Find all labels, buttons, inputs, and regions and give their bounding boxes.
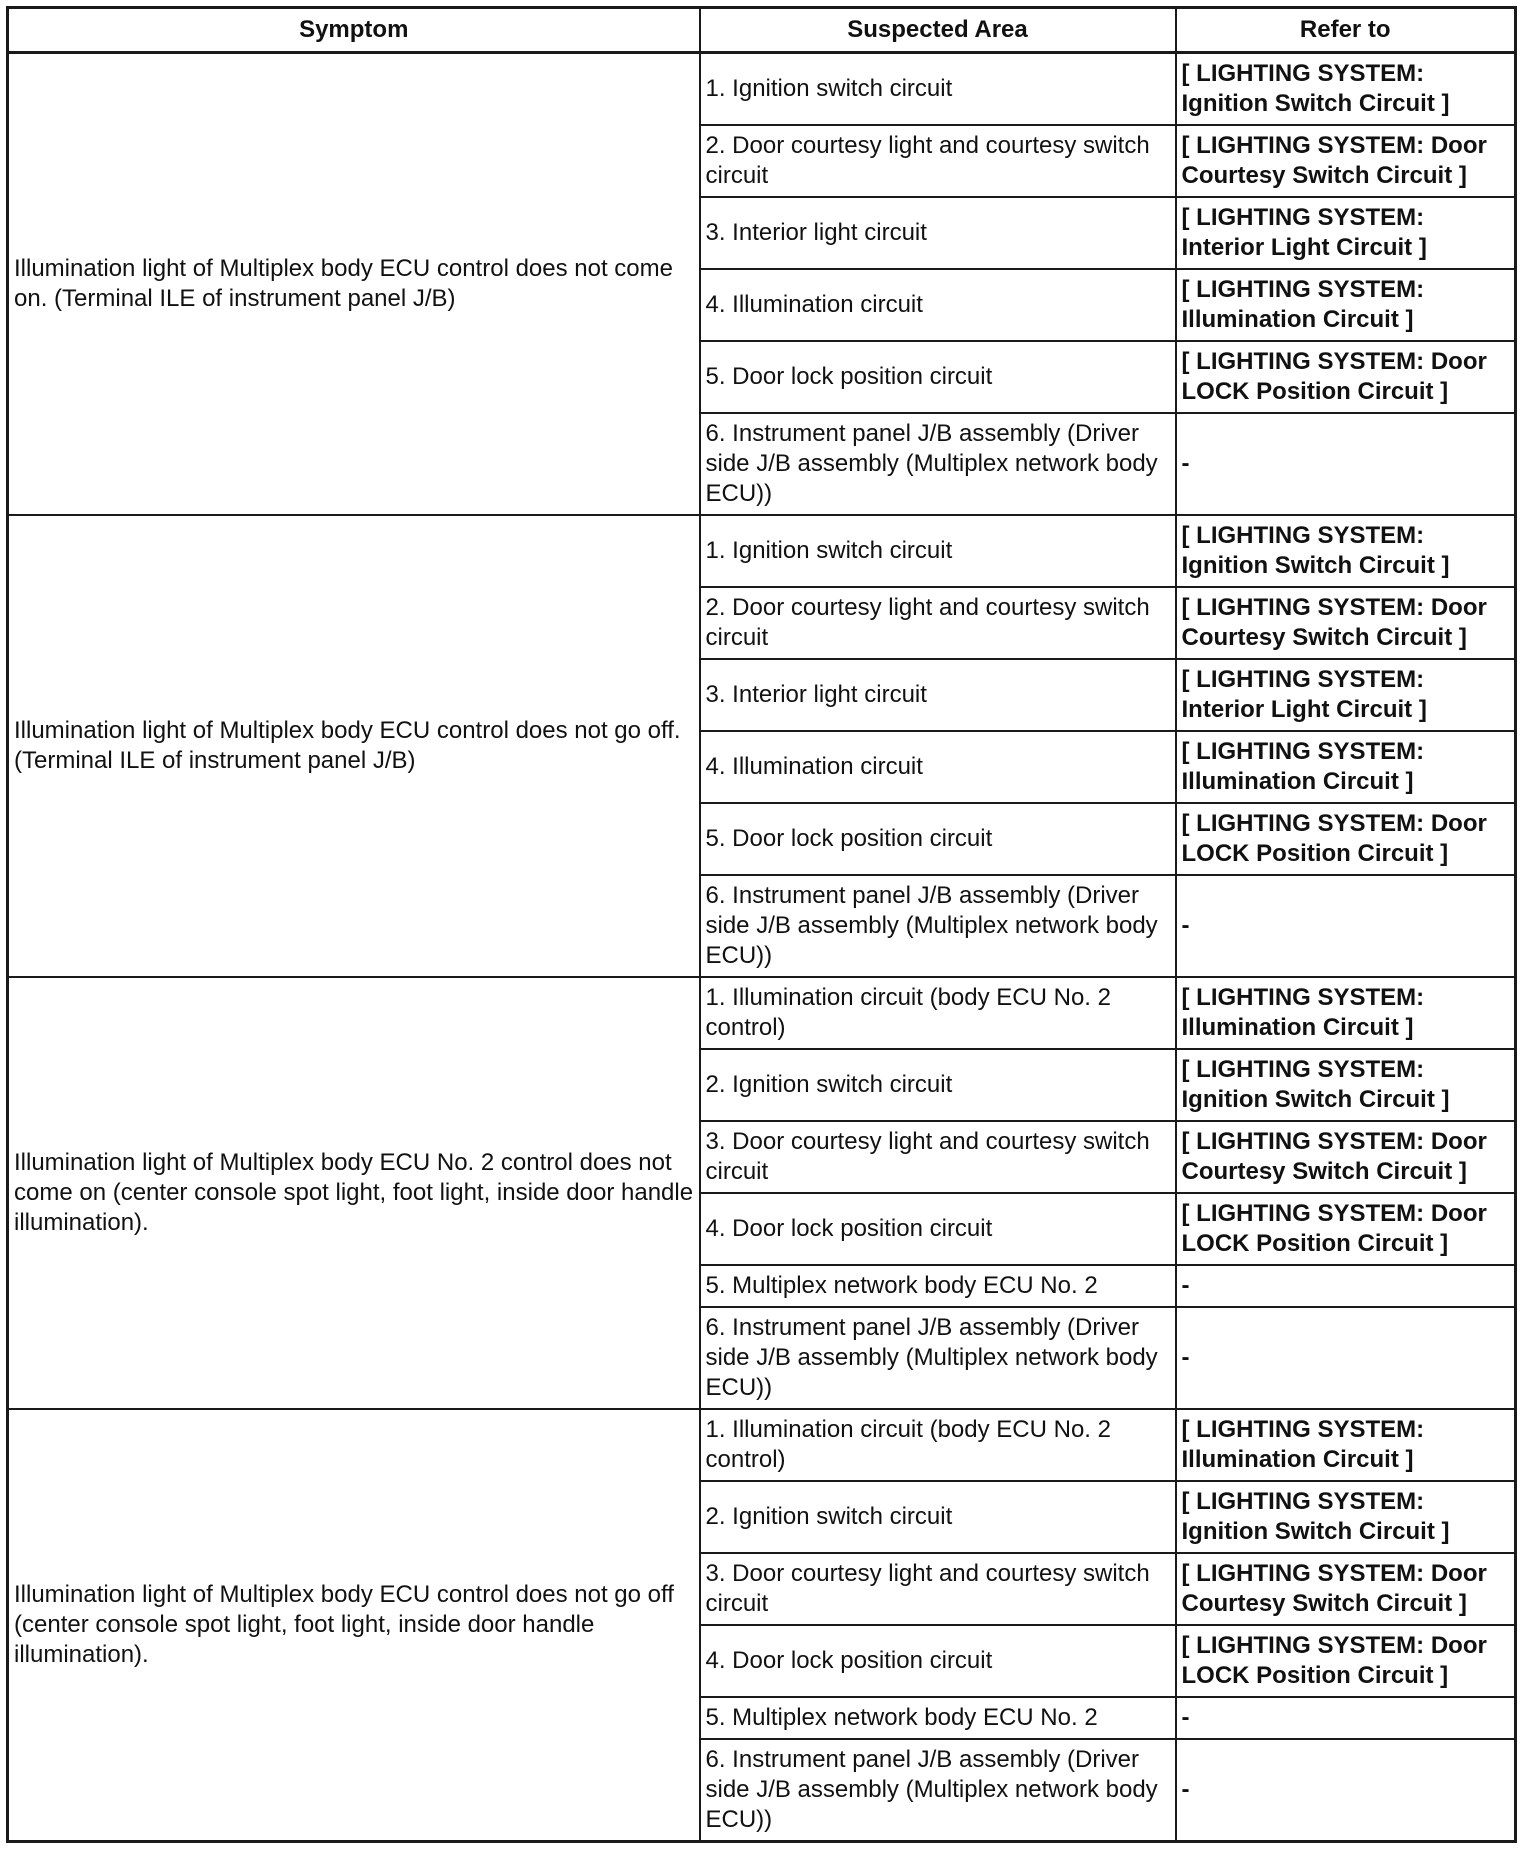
suspected-area-cell: 2. Door courtesy light and courtesy switch circuit [700, 125, 1176, 197]
table-row [8, 1409, 1516, 1481]
suspected-area-cell: 6. Instrument panel J/B assembly (Driver side J/B assembly (Multiplex network body ECU)) [700, 1739, 1176, 1842]
suspected-area-cell: 3. Door courtesy light and courtesy switch circuit [700, 1121, 1176, 1193]
suspected-area-cell: 4. Illumination circuit [700, 731, 1176, 803]
suspected-area-cell: 2. Door courtesy light and courtesy switch circuit [700, 587, 1176, 659]
refer-to-cell: [ LIGHTING SYSTEM: Ignition Switch Circuit ] [1176, 1481, 1516, 1553]
suspected-area-cell: 1. Ignition switch circuit [700, 53, 1176, 126]
refer-to-cell: - [1176, 1307, 1516, 1409]
refer-to-cell: [ LIGHTING SYSTEM: Illumination Circuit ] [1176, 731, 1516, 803]
refer-to-cell: [ LIGHTING SYSTEM: Illumination Circuit ] [1176, 269, 1516, 341]
refer-to-cell: [ LIGHTING SYSTEM: Illumination Circuit ] [1176, 1409, 1516, 1481]
suspected-area-cell: 6. Instrument panel J/B assembly (Driver side J/B assembly (Multiplex network body ECU)) [700, 875, 1176, 977]
refer-to-cell: [ LIGHTING SYSTEM: Interior Light Circuit ] [1176, 197, 1516, 269]
suspected-area-cell: 5. Multiplex network body ECU No. 2 [700, 1697, 1176, 1739]
refer-to-cell: - [1176, 1265, 1516, 1307]
refer-to-cell: [ LIGHTING SYSTEM: Door LOCK Position Circuit ] [1176, 341, 1516, 413]
table-row [8, 977, 1516, 1049]
suspected-area-cell: 2. Ignition switch circuit [700, 1049, 1176, 1121]
suspected-area-cell: 6. Instrument panel J/B assembly (Driver side J/B assembly (Multiplex network body ECU)) [700, 1307, 1176, 1409]
refer-to-cell: - [1176, 413, 1516, 515]
symptom-cell: Illumination light of Multiplex body ECU control does not come on. (Terminal ILE of instrument panel J/B) [8, 53, 700, 516]
header-symptom: Symptom [8, 8, 700, 53]
refer-to-cell: [ LIGHTING SYSTEM: Ignition Switch Circuit ] [1176, 53, 1516, 126]
header-suspected-area: Suspected Area [700, 8, 1176, 53]
table-row [8, 53, 1516, 126]
suspected-area-cell: 1. Ignition switch circuit [700, 515, 1176, 587]
refer-to-cell: [ LIGHTING SYSTEM: Door Courtesy Switch Circuit ] [1176, 587, 1516, 659]
suspected-area-cell: 2. Ignition switch circuit [700, 1481, 1176, 1553]
table-row [8, 515, 1516, 587]
suspected-area-cell: 3. Door courtesy light and courtesy switch circuit [700, 1553, 1176, 1625]
refer-to-cell: [ LIGHTING SYSTEM: Door LOCK Position Circuit ] [1176, 803, 1516, 875]
symptom-cell: Illumination light of Multiplex body ECU control does not go off. (Terminal ILE of instrument panel J/B) [8, 515, 700, 977]
refer-to-cell: [ LIGHTING SYSTEM: Interior Light Circuit ] [1176, 659, 1516, 731]
refer-to-cell: [ LIGHTING SYSTEM: Ignition Switch Circuit ] [1176, 515, 1516, 587]
refer-to-cell: - [1176, 875, 1516, 977]
suspected-area-cell: 1. Illumination circuit (body ECU No. 2 control) [700, 977, 1176, 1049]
refer-to-cell: [ LIGHTING SYSTEM: Door LOCK Position Circuit ] [1176, 1625, 1516, 1697]
suspected-area-cell: 4. Door lock position circuit [700, 1193, 1176, 1265]
suspected-area-cell: 1. Illumination circuit (body ECU No. 2 control) [700, 1409, 1176, 1481]
suspected-area-cell: 4. Door lock position circuit [700, 1625, 1176, 1697]
refer-to-cell: [ LIGHTING SYSTEM: Door Courtesy Switch Circuit ] [1176, 1121, 1516, 1193]
suspected-area-cell: 5. Door lock position circuit [700, 341, 1176, 413]
refer-to-cell: [ LIGHTING SYSTEM: Door Courtesy Switch Circuit ] [1176, 125, 1516, 197]
header-refer-to: Refer to [1176, 8, 1516, 53]
suspected-area-cell: 5. Door lock position circuit [700, 803, 1176, 875]
refer-to-cell: - [1176, 1697, 1516, 1739]
refer-to-cell: [ LIGHTING SYSTEM: Door Courtesy Switch Circuit ] [1176, 1553, 1516, 1625]
suspected-area-cell: 6. Instrument panel J/B assembly (Driver side J/B assembly (Multiplex network body ECU)) [700, 413, 1176, 515]
troubleshooting-sheet [6, 6, 1514, 1843]
suspected-area-cell: 3. Interior light circuit [700, 197, 1176, 269]
refer-to-cell: [ LIGHTING SYSTEM: Ignition Switch Circuit ] [1176, 1049, 1516, 1121]
suspected-area-cell: 4. Illumination circuit [700, 269, 1176, 341]
suspected-area-cell: 5. Multiplex network body ECU No. 2 [700, 1265, 1176, 1307]
suspected-area-cell: 3. Interior light circuit [700, 659, 1176, 731]
table-header-row [8, 8, 1516, 53]
refer-to-cell: [ LIGHTING SYSTEM: Illumination Circuit ] [1176, 977, 1516, 1049]
refer-to-cell: [ LIGHTING SYSTEM: Door LOCK Position Circuit ] [1176, 1193, 1516, 1265]
symptom-cell: Illumination light of Multiplex body ECU control does not go off (center console spot light, foot light, inside door handle illumination). [8, 1409, 700, 1842]
problem-symptoms-table [6, 6, 1517, 1843]
refer-to-cell: - [1176, 1739, 1516, 1842]
symptom-cell: Illumination light of Multiplex body ECU No. 2 control does not come on (center console spot light, foot light, inside door handle illumination). [8, 977, 700, 1409]
